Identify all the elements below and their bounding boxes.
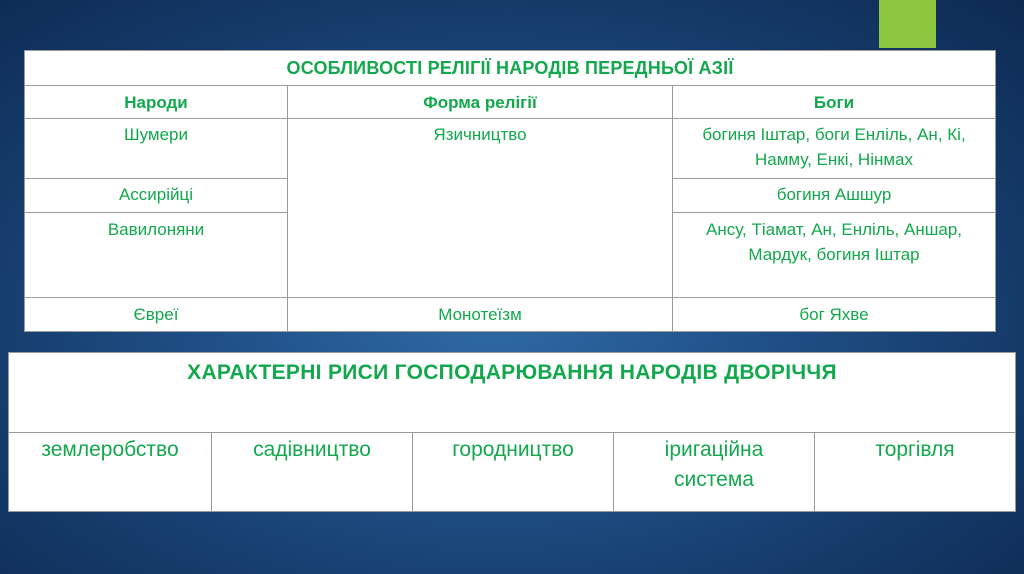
row-divider <box>25 118 995 119</box>
header-gods: Боги <box>813 92 855 112</box>
row-divider <box>672 212 995 213</box>
economy-item-gardening: садівництво <box>253 438 371 461</box>
row-divider <box>25 212 287 213</box>
cell-people-jews: Євреї <box>133 305 179 324</box>
religion-table-title: ОСОБЛИВОСТІ РЕЛІГІЇ НАРОДІВ ПЕРЕДНЬОЇ АЗІЇ <box>25 51 995 86</box>
religion-table <box>24 50 996 332</box>
header-peoples: Народи <box>124 92 188 112</box>
cell-people-assyrians: Ассирійці <box>118 185 194 204</box>
economy-item-trade: торгівля <box>875 438 955 461</box>
row-divider <box>25 178 287 179</box>
cell-people-babylonians: Вавилоняни <box>107 220 205 239</box>
economy-table-title: ХАРАКТЕРНІ РИСИ ГОСПОДАРЮВАННЯ НАРОДІВ ДВОРІЧЧЯ <box>187 361 837 384</box>
header-religion-form: Форма релігії <box>423 92 537 112</box>
cell-gods-sumerians: богиня Іштар, боги Енліль, Ан, Кі, Намму, Енкі, Нінмах <box>702 125 966 169</box>
row-divider <box>25 297 995 298</box>
cell-form-paganism: Язичництво <box>433 125 527 144</box>
cell-people-sumerians: Шумери <box>124 125 188 144</box>
economy-item-vegetable-growing: городництво <box>452 438 574 461</box>
economy-item-agriculture: землеробство <box>41 438 179 461</box>
cell-gods-jews: бог Яхве <box>799 305 869 324</box>
column-divider <box>672 86 673 332</box>
accent-square <box>879 0 936 48</box>
economy-table <box>8 352 1016 512</box>
cell-form-monotheism: Монотеїзм <box>438 305 522 324</box>
cell-gods-babylonians: Ансу, Тіамат, Ан, Енліль, Аншар, Мардук, богиня Іштар <box>705 220 963 264</box>
economy-item-irrigation: іригаційна система <box>664 438 764 491</box>
row-divider <box>672 178 995 179</box>
cell-gods-assyrians: богиня Ашшур <box>776 185 892 204</box>
